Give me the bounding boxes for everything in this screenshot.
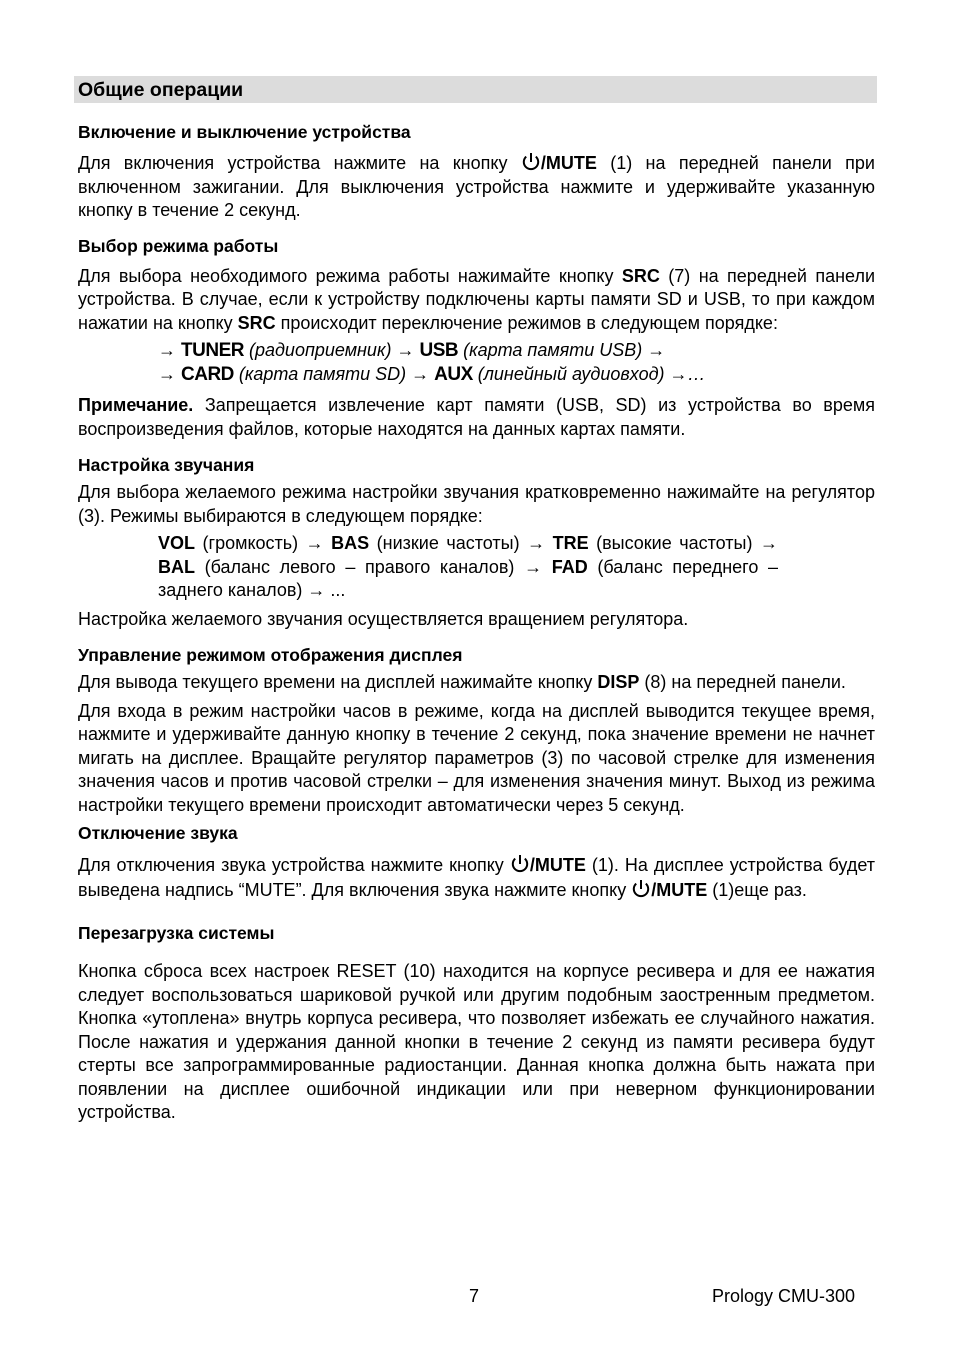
- arrow-icon: →: [527, 533, 546, 553]
- heading-reset: Перезагрузка системы: [78, 923, 275, 943]
- sound-sequence: VOL (громкость) → BAS (низкие частоты) → TRE (высокие частоты) → BAL (баланс левого – правого каналов) → FAD (баланс переднего – заднего каналов) → ...: [158, 533, 778, 600]
- mode-sequence: [158, 339, 875, 386]
- power-icon: [510, 854, 530, 874]
- heading-sound: Настройка звучания: [78, 455, 255, 475]
- heading-display: Управление режимом отображения дисплея: [78, 645, 463, 665]
- arrow-icon: →: [305, 533, 324, 553]
- paragraph-power: Для включения устройства нажмите на кнопку /MUTE (1) на передней панели при включенном зажигании. Для выключения устройства нажмите и удерживайте указанную кнопку в течение 2 секунд.: [78, 153, 875, 220]
- mode-sequence-line-1: → TUNER (радиоприемник) → USB (карта памяти USB) →: [158, 340, 666, 361]
- paragraph-sound: Для выбора желаемого режима настройки звучания кратковременно нажимайте на регулятор (3). Режимы выбираются в следующем порядке:: [78, 482, 875, 526]
- paragraph-note: Примечание. Запрещается извлечение карт памяти (USB, SD) из устройства во время воспроизведения файлов, которые находятся на данных картах памяти.: [78, 395, 875, 439]
- arrow-icon: →: [307, 580, 326, 600]
- paragraph-mode: Для выбора необходимого режима работы нажимайте кнопку SRC (7) на передней панели устройства. В случае, если к устройству подключены карты памяти SD и USB, то при каждом нажатии на кнопку SRC происходит переключение режимов в следующем порядке:: [78, 265, 876, 333]
- paragraph-mute: Для отключения звука устройства нажмите кнопку /MUTE (1). На дисплее устройства будет выведена надпись “MUTE”. Для включения звука нажмите кнопку /MUTE (1)еще раз.: [78, 855, 875, 900]
- paragraph-sound-2: Настройка желаемого звучания осуществляется вращением регулятора.: [78, 608, 689, 629]
- document-model: Prology CMU-300: [712, 1286, 856, 1306]
- arrow-icon: →: [524, 556, 543, 577]
- arrow-icon: →: [158, 340, 176, 360]
- arrow-icon: →: [158, 363, 176, 384]
- arrow-icon: →: [669, 363, 688, 384]
- mode-sequence-line-2: → CARD (карта памяти SD) → AUX (линейный аудиовход) →…: [158, 363, 706, 385]
- paragraph-display-2: Для входа в режим настройки часов в режиме, когда на дисплей выводится текущее время, нажмите и удерживайте данную кнопку в течение 2 секунд, пока значение времени не начнет мигать на дисплее. Вращайте регулятор параметров (3) по часовой стрелке для изменения значения часов и против часовой стрелки – для изменения значения минут. Выход из режима настройки текущего времени происходит автоматически через 5 секунд.: [78, 700, 875, 815]
- document-page: [78, 76, 875, 1125]
- heading-power: Включение и выключение устройства: [78, 122, 411, 142]
- page-number: 7: [469, 1286, 480, 1306]
- heading-mute: Отключение звука: [78, 823, 238, 843]
- arrow-icon: →: [411, 363, 430, 384]
- arrow-icon: →: [759, 533, 778, 553]
- power-icon: [631, 879, 651, 899]
- power-icon: [521, 152, 541, 172]
- paragraph-display: Для вывода текущего времени на дисплей нажимайте кнопку DISP (8) на передней панели.: [78, 672, 846, 692]
- heading-mode: Выбор режима работы: [78, 235, 279, 256]
- section-title: Общие операции: [74, 76, 877, 103]
- paragraph-reset: Кнопка сброса всех настроек RESET (10) находится на корпусе ресивера и для ее нажатия следует воспользоваться шариковой ручкой или другим подобным заостренным предметом. Кнопка «утоплена» внутрь корпуса ресивера, что позволяет избежать ее случайного нажатия. После нажатия и удержания данной кнопки в течение 2 секунд из памяти ресивера будут стерты все запрограммированные радиостанции. Данная кнопка должна быть нажата при появлении на дисплее ошибочной индикации или при неверном функционировании устройства.: [78, 961, 875, 1122]
- arrow-icon: →: [396, 340, 415, 360]
- arrow-icon: →: [647, 340, 666, 360]
